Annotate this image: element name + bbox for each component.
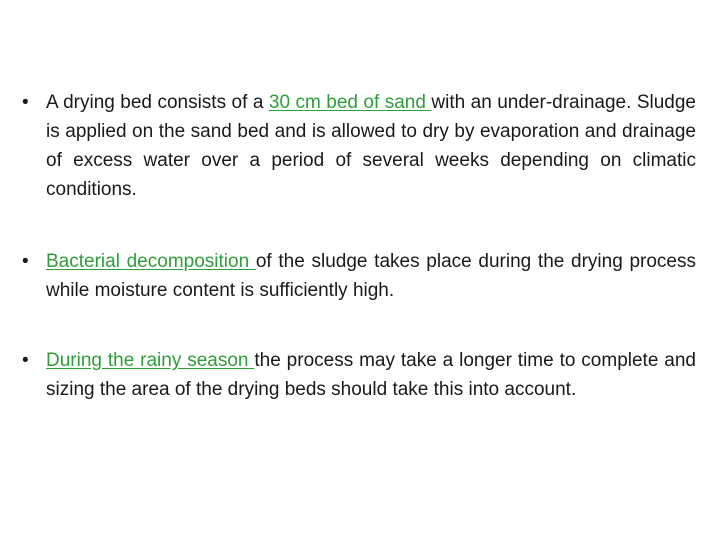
- bullet-item-drying-bed: [20, 88, 696, 204]
- text-segment: with an under-drainage. Sludge is applied on the sand bed and is allowed to dry by evaporation and drainage of excess water over a period of several weeks depending on climatic conditions.: [46, 92, 696, 200]
- text-segment: the process may take a longer time to complete and sizing the area of the drying beds should take this into account.: [46, 350, 696, 400]
- bullet-marker: •: [22, 251, 29, 272]
- bullet-marker: •: [22, 350, 29, 371]
- highlighted-phrase: During the rainy season: [46, 350, 255, 371]
- text-segment: of the sludge takes place during the drying process while moisture content is sufficiently high.: [46, 251, 696, 301]
- bullet-item-bacterial-decomposition: [20, 247, 696, 305]
- bullet-marker: •: [22, 92, 29, 113]
- bullet-item-rainy-season: [20, 346, 696, 404]
- bullet-list: [20, 88, 696, 447]
- bullet-text: [46, 92, 696, 200]
- bullet-text: [46, 251, 696, 301]
- text-segment: A drying bed consists of a: [46, 92, 269, 113]
- highlighted-phrase: 30 cm bed of sand: [268, 92, 432, 113]
- bullet-text: [46, 350, 696, 400]
- highlighted-phrase: Bacterial decomposition: [46, 251, 256, 272]
